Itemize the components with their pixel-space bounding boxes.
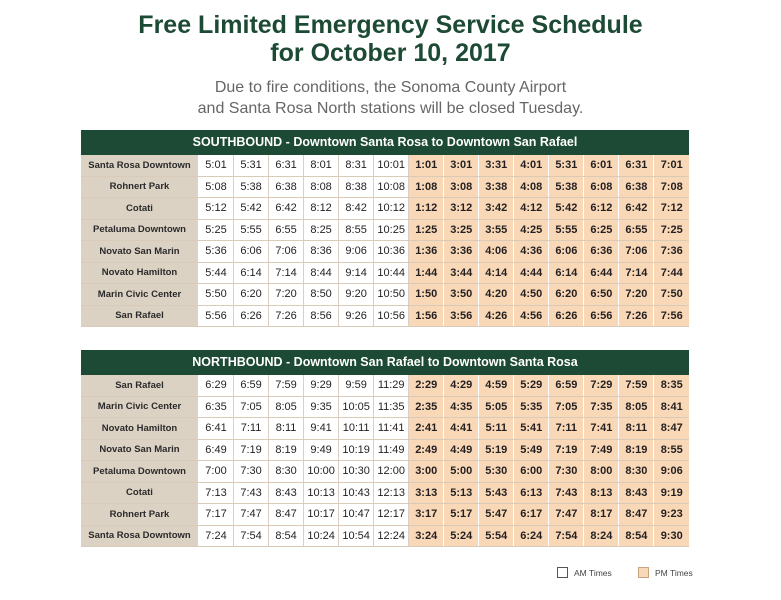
pm-time-cell: 2:35: [409, 396, 444, 418]
am-time-cell: 7:20: [269, 284, 304, 306]
pm-time-cell: 7:30: [549, 461, 584, 483]
pm-time-cell: 9:06: [654, 461, 689, 483]
pm-time-cell: 6:56: [584, 305, 619, 327]
am-time-cell: 11:35: [374, 396, 409, 418]
am-time-cell: 8:08: [304, 176, 339, 198]
am-time-cell: 5:38: [234, 176, 269, 198]
table-row: [81, 198, 689, 220]
pm-time-cell: 3:31: [479, 155, 514, 176]
pm-time-cell: 2:41: [409, 418, 444, 440]
notice-line-1: Due to fire conditions, the Sonoma County Airport: [214, 79, 567, 96]
pm-time-cell: 1:12: [409, 198, 444, 220]
pm-time-cell: 4:06: [479, 241, 514, 263]
pm-time-cell: 8:19: [619, 439, 654, 461]
pm-time-cell: 3:00: [409, 461, 444, 483]
pm-time-cell: 6:14: [549, 262, 584, 284]
pm-time-cell: 1:08: [409, 176, 444, 198]
am-time-cell: 8:31: [339, 155, 374, 176]
pm-time-cell: 6:31: [619, 155, 654, 176]
pm-time-cell: 5:11: [479, 418, 514, 440]
pm-time-cell: 7:41: [584, 418, 619, 440]
am-time-cell: 9:20: [339, 284, 374, 306]
pm-time-cell: 6:25: [584, 219, 619, 241]
pm-time-cell: 4:41: [444, 418, 479, 440]
pm-time-cell: 4:20: [479, 284, 514, 306]
pm-time-cell: 6:38: [619, 176, 654, 198]
am-time-cell: 8:38: [339, 176, 374, 198]
am-time-cell: 10:50: [374, 284, 409, 306]
pm-time-cell: 8:13: [584, 482, 619, 504]
am-time-cell: 7:54: [234, 525, 269, 547]
am-time-cell: 10:13: [304, 482, 339, 504]
pm-time-cell: 5:43: [479, 482, 514, 504]
table-row: [81, 284, 689, 306]
table-row: [81, 176, 689, 198]
southbound-table: [81, 155, 689, 327]
pm-time-cell: 4:56: [514, 305, 549, 327]
pm-time-cell: 7:11: [549, 418, 584, 440]
pm-time-cell: 8:54: [619, 525, 654, 547]
pm-time-cell: 8:17: [584, 504, 619, 526]
am-time-cell: 6:42: [269, 198, 304, 220]
pm-time-cell: 6:13: [514, 482, 549, 504]
pm-time-cell: 6:55: [619, 219, 654, 241]
am-time-cell: 8:43: [269, 482, 304, 504]
legend-am: [557, 567, 612, 578]
am-time-cell: 8:50: [304, 284, 339, 306]
pm-label: PM Times: [655, 567, 693, 578]
pm-time-cell: 6:42: [619, 198, 654, 220]
am-time-cell: 5:01: [199, 155, 234, 176]
pm-time-cell: 3:55: [479, 219, 514, 241]
am-time-cell: 7:30: [234, 461, 269, 483]
pm-time-cell: 1:01: [409, 155, 444, 176]
am-time-cell: 6:49: [199, 439, 234, 461]
pm-time-cell: 1:44: [409, 262, 444, 284]
pm-time-cell: 7:20: [619, 284, 654, 306]
am-time-cell: 10:01: [374, 155, 409, 176]
pm-time-cell: 7:35: [584, 396, 619, 418]
am-time-cell: 8:01: [304, 155, 339, 176]
station-name: Rohnert Park: [81, 176, 199, 198]
am-time-cell: 12:13: [374, 482, 409, 504]
pm-time-cell: 5:19: [479, 439, 514, 461]
am-time-cell: 8:11: [269, 418, 304, 440]
pm-time-cell: 7:50: [654, 284, 689, 306]
station-name: Santa Rosa Downtown: [81, 525, 199, 547]
am-time-cell: 10:17: [304, 504, 339, 526]
pm-time-cell: 8:41: [654, 396, 689, 418]
am-time-cell: 8:30: [269, 461, 304, 483]
am-time-cell: 5:50: [199, 284, 234, 306]
pm-time-cell: 3:08: [444, 176, 479, 198]
am-time-cell: 10:30: [339, 461, 374, 483]
pm-time-cell: 4:50: [514, 284, 549, 306]
station-name: Marin Civic Center: [81, 396, 199, 418]
am-time-cell: 7:26: [269, 305, 304, 327]
am-time-cell: 10:47: [339, 504, 374, 526]
pm-time-cell: 1:56: [409, 305, 444, 327]
pm-time-cell: 7:54: [549, 525, 584, 547]
am-time-cell: 5:08: [199, 176, 234, 198]
table-row: [81, 525, 689, 547]
pm-swatch: [638, 567, 649, 578]
pm-time-cell: 1:25: [409, 219, 444, 241]
pm-time-cell: 9:30: [654, 525, 689, 547]
pm-time-cell: 7:05: [549, 396, 584, 418]
am-time-cell: 10:54: [339, 525, 374, 547]
pm-time-cell: 7:01: [654, 155, 689, 176]
station-name: Marin Civic Center: [81, 284, 199, 306]
pm-time-cell: 4:14: [479, 262, 514, 284]
northbound-schedule: [81, 350, 689, 547]
am-time-cell: 9:59: [339, 375, 374, 396]
am-time-cell: 8:47: [269, 504, 304, 526]
pm-time-cell: 8:47: [654, 418, 689, 440]
am-time-cell: 11:41: [374, 418, 409, 440]
am-time-cell: 9:49: [304, 439, 339, 461]
pm-time-cell: 3:13: [409, 482, 444, 504]
station-name: Novato Hamilton: [81, 262, 199, 284]
pm-time-cell: 5:54: [479, 525, 514, 547]
am-time-cell: 6:41: [199, 418, 234, 440]
pm-time-cell: 7:19: [549, 439, 584, 461]
am-time-cell: 10:56: [374, 305, 409, 327]
am-time-cell: 7:19: [234, 439, 269, 461]
am-time-cell: 7:05: [234, 396, 269, 418]
table-row: [81, 375, 689, 396]
pm-time-cell: 6:44: [584, 262, 619, 284]
am-time-cell: 12:24: [374, 525, 409, 547]
notice-line-2: and Santa Rosa North stations will be closed Tuesday.: [197, 100, 584, 117]
am-time-cell: 6:06: [234, 241, 269, 263]
pm-time-cell: 8:47: [619, 504, 654, 526]
am-time-cell: 7:11: [234, 418, 269, 440]
pm-time-cell: 7:59: [619, 375, 654, 396]
am-label: AM Times: [574, 567, 612, 578]
am-time-cell: 6:55: [269, 219, 304, 241]
table-row: [81, 461, 689, 483]
table-row: [81, 155, 689, 176]
pm-time-cell: 4:25: [514, 219, 549, 241]
am-time-cell: 5:36: [199, 241, 234, 263]
am-time-cell: 11:49: [374, 439, 409, 461]
am-time-cell: 5:31: [234, 155, 269, 176]
am-time-cell: 5:12: [199, 198, 234, 220]
pm-time-cell: 7:25: [654, 219, 689, 241]
pm-time-cell: 3:17: [409, 504, 444, 526]
am-time-cell: 6:38: [269, 176, 304, 198]
page-title-date: for October 10, 2017: [270, 39, 511, 67]
pm-time-cell: 3:24: [409, 525, 444, 547]
am-time-cell: 7:17: [199, 504, 234, 526]
pm-time-cell: 4:26: [479, 305, 514, 327]
station-name: Cotati: [81, 198, 199, 220]
am-time-cell: 8:56: [304, 305, 339, 327]
pm-time-cell: 8:35: [654, 375, 689, 396]
table-row: [81, 482, 689, 504]
am-time-cell: 8:44: [304, 262, 339, 284]
pm-time-cell: 4:49: [444, 439, 479, 461]
pm-time-cell: 5:42: [549, 198, 584, 220]
am-time-cell: 5:55: [234, 219, 269, 241]
pm-time-cell: 8:43: [619, 482, 654, 504]
pm-time-cell: 7:29: [584, 375, 619, 396]
pm-time-cell: 4:12: [514, 198, 549, 220]
pm-time-cell: 3:36: [444, 241, 479, 263]
am-time-cell: 7:47: [234, 504, 269, 526]
am-time-cell: 10:08: [374, 176, 409, 198]
pm-time-cell: 5:30: [479, 461, 514, 483]
pm-time-cell: 3:50: [444, 284, 479, 306]
am-time-cell: 6:14: [234, 262, 269, 284]
pm-time-cell: 5:41: [514, 418, 549, 440]
pm-time-cell: 3:42: [479, 198, 514, 220]
pm-time-cell: 9:23: [654, 504, 689, 526]
pm-time-cell: 6:12: [584, 198, 619, 220]
am-time-cell: 8:25: [304, 219, 339, 241]
pm-time-cell: 5:29: [514, 375, 549, 396]
station-name: Novato San Marin: [81, 439, 199, 461]
am-time-cell: 7:59: [269, 375, 304, 396]
am-time-cell: 8:42: [339, 198, 374, 220]
pm-time-cell: 7:06: [619, 241, 654, 263]
table-row: [81, 439, 689, 461]
northbound-table: [81, 375, 689, 547]
am-time-cell: 6:20: [234, 284, 269, 306]
am-time-cell: 7:06: [269, 241, 304, 263]
am-time-cell: 9:26: [339, 305, 374, 327]
pm-time-cell: 4:44: [514, 262, 549, 284]
am-time-cell: 8:54: [269, 525, 304, 547]
am-time-cell: 10:19: [339, 439, 374, 461]
station-name: Petaluma Downtown: [81, 219, 199, 241]
pm-time-cell: 5:05: [479, 396, 514, 418]
southbound-schedule: [81, 130, 689, 327]
pm-time-cell: 8:11: [619, 418, 654, 440]
pm-time-cell: 5:35: [514, 396, 549, 418]
am-time-cell: 7:13: [199, 482, 234, 504]
table-row: [81, 241, 689, 263]
pm-time-cell: 5:55: [549, 219, 584, 241]
am-time-cell: 6:26: [234, 305, 269, 327]
pm-time-cell: 9:19: [654, 482, 689, 504]
pm-time-cell: 6:24: [514, 525, 549, 547]
pm-time-cell: 5:38: [549, 176, 584, 198]
pm-time-cell: 6:20: [549, 284, 584, 306]
page-title: Free Limited Emergency Service Schedule: [138, 11, 643, 39]
am-time-cell: 10:25: [374, 219, 409, 241]
am-time-cell: 8:05: [269, 396, 304, 418]
pm-time-cell: 4:29: [444, 375, 479, 396]
table-row: [81, 305, 689, 327]
am-time-cell: 6:59: [234, 375, 269, 396]
am-time-cell: 12:00: [374, 461, 409, 483]
station-name: Novato Hamilton: [81, 418, 199, 440]
am-time-cell: 5:42: [234, 198, 269, 220]
pm-time-cell: 6:06: [549, 241, 584, 263]
am-time-cell: 8:36: [304, 241, 339, 263]
am-time-cell: 10:11: [339, 418, 374, 440]
pm-time-cell: 7:56: [654, 305, 689, 327]
pm-time-cell: 4:35: [444, 396, 479, 418]
am-time-cell: 9:06: [339, 241, 374, 263]
table-row: [81, 262, 689, 284]
station-name: Santa Rosa Downtown: [81, 155, 199, 176]
am-time-cell: 7:24: [199, 525, 234, 547]
pm-time-cell: 1:36: [409, 241, 444, 263]
pm-time-cell: 7:26: [619, 305, 654, 327]
pm-time-cell: 3:12: [444, 198, 479, 220]
pm-time-cell: 6:01: [584, 155, 619, 176]
am-time-cell: 9:41: [304, 418, 339, 440]
am-time-cell: 8:12: [304, 198, 339, 220]
am-time-cell: 5:56: [199, 305, 234, 327]
pm-time-cell: 7:44: [654, 262, 689, 284]
am-time-cell: 6:29: [199, 375, 234, 396]
pm-time-cell: 5:00: [444, 461, 479, 483]
pm-time-cell: 7:43: [549, 482, 584, 504]
pm-time-cell: 7:14: [619, 262, 654, 284]
pm-time-cell: 6:59: [549, 375, 584, 396]
am-time-cell: 9:29: [304, 375, 339, 396]
pm-time-cell: 7:12: [654, 198, 689, 220]
am-time-cell: 11:29: [374, 375, 409, 396]
legend-pm: [638, 567, 693, 578]
pm-time-cell: 2:49: [409, 439, 444, 461]
am-swatch: [557, 567, 568, 578]
am-time-cell: 7:00: [199, 461, 234, 483]
pm-time-cell: 6:50: [584, 284, 619, 306]
pm-time-cell: 6:17: [514, 504, 549, 526]
am-time-cell: 10:44: [374, 262, 409, 284]
pm-time-cell: 4:59: [479, 375, 514, 396]
pm-time-cell: 8:30: [619, 461, 654, 483]
pm-time-cell: 6:00: [514, 461, 549, 483]
pm-time-cell: 3:56: [444, 305, 479, 327]
pm-time-cell: 3:25: [444, 219, 479, 241]
pm-time-cell: 4:36: [514, 241, 549, 263]
pm-time-cell: 5:17: [444, 504, 479, 526]
pm-time-cell: 8:05: [619, 396, 654, 418]
table-row: [81, 418, 689, 440]
am-time-cell: 10:12: [374, 198, 409, 220]
pm-time-cell: 4:01: [514, 155, 549, 176]
pm-time-cell: 3:44: [444, 262, 479, 284]
am-time-cell: 5:44: [199, 262, 234, 284]
pm-time-cell: 5:24: [444, 525, 479, 547]
pm-time-cell: 5:31: [549, 155, 584, 176]
table-row: [81, 396, 689, 418]
pm-time-cell: 8:00: [584, 461, 619, 483]
pm-time-cell: 7:08: [654, 176, 689, 198]
am-time-cell: 10:43: [339, 482, 374, 504]
table-row: [81, 504, 689, 526]
station-name: San Rafael: [81, 375, 199, 396]
pm-time-cell: 7:49: [584, 439, 619, 461]
pm-time-cell: 5:47: [479, 504, 514, 526]
northbound-header: NORTHBOUND - Downtown San Rafael to Downtown Santa Rosa: [81, 350, 689, 375]
pm-time-cell: 4:08: [514, 176, 549, 198]
am-time-cell: 10:00: [304, 461, 339, 483]
station-name: San Rafael: [81, 305, 199, 327]
am-time-cell: 10:24: [304, 525, 339, 547]
pm-time-cell: 8:24: [584, 525, 619, 547]
am-time-cell: 9:14: [339, 262, 374, 284]
table-row: [81, 219, 689, 241]
pm-time-cell: 5:49: [514, 439, 549, 461]
pm-time-cell: 1:50: [409, 284, 444, 306]
pm-time-cell: 2:29: [409, 375, 444, 396]
am-time-cell: 10:36: [374, 241, 409, 263]
pm-time-cell: 6:08: [584, 176, 619, 198]
am-time-cell: 7:14: [269, 262, 304, 284]
pm-time-cell: 3:38: [479, 176, 514, 198]
pm-time-cell: 3:01: [444, 155, 479, 176]
am-time-cell: 12:17: [374, 504, 409, 526]
pm-time-cell: 8:55: [654, 439, 689, 461]
am-time-cell: 9:35: [304, 396, 339, 418]
southbound-header: SOUTHBOUND - Downtown Santa Rosa to Downtown San Rafael: [81, 130, 689, 155]
am-time-cell: 8:19: [269, 439, 304, 461]
am-time-cell: 7:43: [234, 482, 269, 504]
pm-time-cell: 7:36: [654, 241, 689, 263]
am-time-cell: 10:05: [339, 396, 374, 418]
am-time-cell: 6:31: [269, 155, 304, 176]
am-time-cell: 8:55: [339, 219, 374, 241]
station-name: Petaluma Downtown: [81, 461, 199, 483]
pm-time-cell: 6:26: [549, 305, 584, 327]
station-name: Rohnert Park: [81, 504, 199, 526]
station-name: Novato San Marin: [81, 241, 199, 263]
am-time-cell: 5:25: [199, 219, 234, 241]
pm-time-cell: 6:36: [584, 241, 619, 263]
am-time-cell: 6:35: [199, 396, 234, 418]
pm-time-cell: 7:47: [549, 504, 584, 526]
pm-time-cell: 5:13: [444, 482, 479, 504]
station-name: Cotati: [81, 482, 199, 504]
